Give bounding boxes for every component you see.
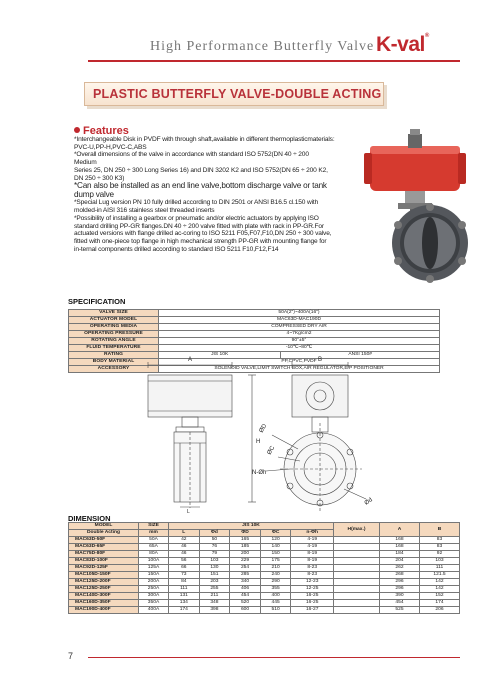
table-cell: 168 — [380, 544, 420, 551]
page-header — [0, 0, 500, 60]
table-cell: 83 — [420, 544, 460, 551]
table-cell: 210 — [260, 565, 291, 572]
header-size-sub: mm — [139, 530, 169, 537]
spec-row — [69, 338, 440, 345]
table-cell: 454 — [380, 600, 420, 607]
label-a: A — [188, 357, 193, 363]
table-cell: 73 — [169, 572, 200, 579]
header-l: L — [169, 530, 200, 537]
spec-label: OPERATING PRESSURE — [69, 331, 159, 338]
table-cell: 125A — [139, 565, 169, 572]
table-cell: 445 — [260, 600, 291, 607]
section-title: PLASTIC BUTTERFLY VALVE-DOUBLE ACTING — [93, 87, 382, 101]
header-b: B — [420, 523, 460, 537]
model-cell: MAC125D-250F — [69, 586, 139, 593]
spec-label: ROTATING ANGLE — [69, 338, 159, 345]
feature-line: fitted with one-piece top flange in high mechanical strength PP-GR with mounting flange for — [74, 237, 327, 245]
table-cell: 150A — [139, 572, 169, 579]
table-cell: 300A — [139, 593, 169, 600]
table-cell: 285 — [230, 572, 261, 579]
table-cell: 296 — [380, 579, 420, 586]
table-row — [69, 551, 460, 558]
dimension-heading: DIMENSION — [68, 514, 111, 523]
spec-value: 50A(2")~400A(16") — [159, 310, 440, 317]
table-cell: 350A — [139, 600, 169, 607]
table-cell — [334, 607, 380, 614]
spec-row — [69, 317, 440, 324]
feature-line: actuated versions with flange drilled ac-coring to ISO 5211 F05,F07,F10,DN 250 ÷ 300 valve, — [74, 230, 332, 238]
spec-value: JIS 10K — [159, 352, 281, 359]
spec-label: BODY MATERIAL — [69, 359, 159, 366]
table-cell: 131 — [169, 593, 200, 600]
table-cell: 600 — [230, 607, 261, 614]
spec-label: FLUID TEMPERATURE — [69, 345, 159, 352]
spec-value: 4~7Kg/cm2 — [159, 331, 440, 338]
table-cell: 520 — [230, 600, 261, 607]
table-cell: 206 — [420, 607, 460, 614]
table-cell: 12-25 — [291, 586, 334, 593]
table-cell: 229 — [230, 558, 261, 565]
spec-label: RATING — [69, 352, 159, 359]
table-cell: 168 — [380, 537, 420, 544]
feature-line: PVC-U,PP-H,PVC-C,ABS — [74, 143, 147, 151]
table-cell: 120 — [260, 537, 291, 544]
table-row — [69, 593, 460, 600]
table-cell: 400A — [139, 607, 169, 614]
table-cell: 240 — [260, 572, 291, 579]
spec-value: SOLENOID VALVE,LIMIT SWITCH BOX,AIR REGULATOR,E/P POSITIONER — [159, 366, 440, 373]
table-cell: 79 — [199, 551, 230, 558]
table-cell: 4-19 — [291, 544, 334, 551]
spec-value: 90°±5° — [159, 338, 440, 345]
table-cell — [334, 565, 380, 572]
table-cell: 174 — [420, 600, 460, 607]
table-cell: 175 — [260, 558, 291, 565]
table-cell: 46 — [169, 551, 200, 558]
table-row — [69, 607, 460, 614]
model-cell: MAC75D-80F — [69, 551, 139, 558]
page-number: 7 — [68, 651, 74, 661]
spec-label: VALVE SIZE — [69, 310, 159, 317]
table-cell: 262 — [380, 565, 420, 572]
table-cell: 8-19 — [291, 558, 334, 565]
label-n-oh: N-Øh — [252, 470, 267, 476]
spec-value: PP,CPVC,PVDF — [159, 359, 440, 366]
table-cell: 100A — [139, 558, 169, 565]
table-cell: 185 — [230, 544, 261, 551]
table-cell: 8-19 — [291, 551, 334, 558]
table-cell: 254 — [230, 565, 261, 572]
header-model-sub: Double Acting — [69, 530, 139, 537]
table-cell: 111 — [420, 565, 460, 572]
table-cell — [334, 551, 380, 558]
table-cell: 200 — [230, 551, 261, 558]
header-a: A — [380, 523, 420, 537]
feature-line: in-ternal components drilled according to standard ISO 5211 F10,F12,F14 — [74, 245, 279, 253]
model-cell: MAC160D-350F — [69, 600, 139, 607]
table-cell: 92 — [420, 551, 460, 558]
table-cell: 46 — [169, 544, 200, 551]
table-cell: 348 — [199, 600, 230, 607]
header-divider — [88, 60, 460, 62]
feature-line: DN 250 ÷ 300 K3) — [74, 174, 125, 182]
footer-divider — [88, 657, 460, 658]
feature-line: *Interchangeable Disk in PVDF with through shaft,available in different thermoplasticmaterials: — [74, 136, 335, 143]
table-cell: 255 — [199, 586, 230, 593]
table-cell: 134 — [169, 600, 200, 607]
table-cell: 510 — [260, 607, 291, 614]
technical-drawing — [140, 353, 420, 513]
feature-line: *Possibility of installing a gearbox or pneumatic and/or electric actuators by applying ISO — [74, 214, 319, 222]
feature-line: standard drilling PP-GR flanges.DN 40 ÷ 200 valve fitted with plate with rack in PP-GR.For — [74, 222, 324, 230]
table-cell: 42 — [169, 537, 200, 544]
table-cell — [334, 579, 380, 586]
header-phi-d: ΦD — [230, 530, 261, 537]
table-cell: 50 — [199, 537, 230, 544]
spec-row — [69, 310, 440, 317]
table-row — [69, 565, 460, 572]
table-cell: 103 — [420, 558, 460, 565]
table-cell: 454 — [230, 593, 261, 600]
table-cell: 8-23 — [291, 572, 334, 579]
spec-label: OPERATING MEDIA — [69, 324, 159, 331]
feature-line: Medium — [74, 159, 97, 167]
logo-text: K-val — [376, 33, 425, 56]
table-cell: 4-19 — [291, 537, 334, 544]
table-cell: 165 — [230, 537, 261, 544]
table-cell: 211 — [199, 593, 230, 600]
spec-row — [69, 331, 440, 338]
table-cell: 184 — [380, 551, 420, 558]
table-cell: 142 — [420, 586, 460, 593]
table-cell — [334, 600, 380, 607]
table-cell: 103 — [199, 558, 230, 565]
spec-label: ACTUATOR MODEL — [69, 317, 159, 324]
header-phi-d-small: Φd — [199, 530, 230, 537]
label-od: ØD — [258, 423, 269, 434]
section-title-box — [84, 82, 384, 106]
feature-line: molded-in AISI 316 stainless steel threaded inserts — [74, 207, 215, 215]
table-row — [69, 586, 460, 593]
label-b: B — [318, 357, 323, 363]
table-row — [69, 558, 460, 565]
model-cell: MAC125D-200F — [69, 579, 139, 586]
table-cell: 80A — [139, 551, 169, 558]
table-row — [69, 572, 460, 579]
table-cell: 525 — [380, 607, 420, 614]
table-cell: 200A — [139, 579, 169, 586]
table-row — [69, 544, 460, 551]
label-d: Ød — [363, 497, 374, 507]
table-cell: 83 — [420, 537, 460, 544]
model-cell: MAC63D-50F — [69, 537, 139, 544]
table-cell — [334, 593, 380, 600]
table-cell: 400 — [260, 593, 291, 600]
dimension-table — [68, 522, 460, 614]
feature-line: *Overall dimensions of the valve in accordance with standard ISO 5752(DN 40 ÷ 200 — [74, 151, 309, 159]
table-cell: 406 — [230, 586, 261, 593]
table-cell: 355 — [260, 586, 291, 593]
valve-photo — [385, 195, 480, 290]
table-row — [69, 579, 460, 586]
specification-heading: SPECIFICATION — [68, 297, 126, 306]
feature-line: dump valve — [74, 189, 114, 199]
model-cell: MAC105D-150F — [69, 572, 139, 579]
spec-row — [69, 345, 440, 352]
table-cell: 174 — [169, 607, 200, 614]
table-cell: 150 — [260, 551, 291, 558]
table-cell: 340 — [230, 579, 261, 586]
spec-value-secondary: ANSI 150# — [281, 352, 440, 359]
table-cell: 142 — [420, 579, 460, 586]
table-cell: 8-23 — [291, 565, 334, 572]
model-cell: MAC190D-400F — [69, 607, 139, 614]
table-row — [69, 600, 460, 607]
table-cell: 140 — [260, 544, 291, 551]
table-row — [69, 537, 460, 544]
header-jis: JIS 10K — [169, 523, 334, 530]
table-cell: 250A — [139, 586, 169, 593]
table-cell: 84 — [169, 579, 200, 586]
table-cell: 296 — [380, 586, 420, 593]
header-phi-c: ΦC — [260, 530, 291, 537]
table-cell — [334, 572, 380, 579]
table-cell: 50A — [139, 537, 169, 544]
table-cell: 268 — [380, 572, 420, 579]
table-cell: 130 — [199, 565, 230, 572]
model-cell: MAC92D-125F — [69, 565, 139, 572]
table-cell: 203 — [199, 579, 230, 586]
spec-value: MAC63D-MAC190D — [159, 317, 440, 324]
bullet-icon — [74, 127, 80, 133]
table-cell — [334, 544, 380, 551]
spec-row — [69, 324, 440, 331]
label-oc: ØC — [266, 445, 277, 456]
table-cell: 151 — [199, 572, 230, 579]
model-cell: MAC63D-65F — [69, 544, 139, 551]
header-n-phi-h: n-Φh — [291, 530, 334, 537]
features-heading-text: Features — [83, 125, 129, 137]
header-model: MODEL — [69, 523, 139, 530]
model-cell: MAC140D-300F — [69, 593, 139, 600]
table-cell — [334, 558, 380, 565]
table-cell: 390 — [380, 593, 420, 600]
table-cell: 121.5 — [420, 572, 460, 579]
spec-value: COMPRESSED DRY AIR — [159, 324, 440, 331]
logo-mark: ® — [424, 33, 429, 39]
label-h: H — [256, 439, 261, 445]
table-cell: 16-25 — [291, 593, 334, 600]
spec-label: ACCESSORY — [69, 366, 159, 373]
spec-value: -10℃~80℃ — [159, 345, 440, 352]
feature-line: Series 25, DN 250 ÷ 300 Long Series 16) and DIN 3202 K2 and ISO 5752(DN 65 ÷ 200 K2, — [74, 166, 328, 174]
table-cell: 65A — [139, 544, 169, 551]
table-cell: 398 — [199, 607, 230, 614]
table-cell: 152 — [420, 593, 460, 600]
table-cell: 76 — [199, 544, 230, 551]
table-cell — [334, 537, 380, 544]
table-cell: 66 — [169, 565, 200, 572]
table-cell: 111 — [169, 586, 200, 593]
header-size: SIZE — [139, 523, 169, 530]
table-cell: 290 — [260, 579, 291, 586]
header-h: H(max.) — [334, 523, 380, 537]
table-cell — [334, 586, 380, 593]
table-cell: 204 — [380, 558, 420, 565]
feature-line: *Special Lug version PN 10 fully drilled according to DIN 2501 or ANSI B16.5 cl.150 with — [74, 199, 319, 207]
table-cell: 16-27 — [291, 607, 334, 614]
model-cell: MAC83D-100F — [69, 558, 139, 565]
label-l: L — [187, 509, 190, 513]
header-title: High Performance Butterfly Valve — [150, 39, 375, 54]
table-cell: 12-23 — [291, 579, 334, 586]
table-cell: 56 — [169, 558, 200, 565]
feature-line: *Can also be installed as an end line valve,bottom discharge valve or tank — [74, 181, 327, 191]
brand-logo — [376, 33, 429, 57]
table-cell: 16-25 — [291, 600, 334, 607]
